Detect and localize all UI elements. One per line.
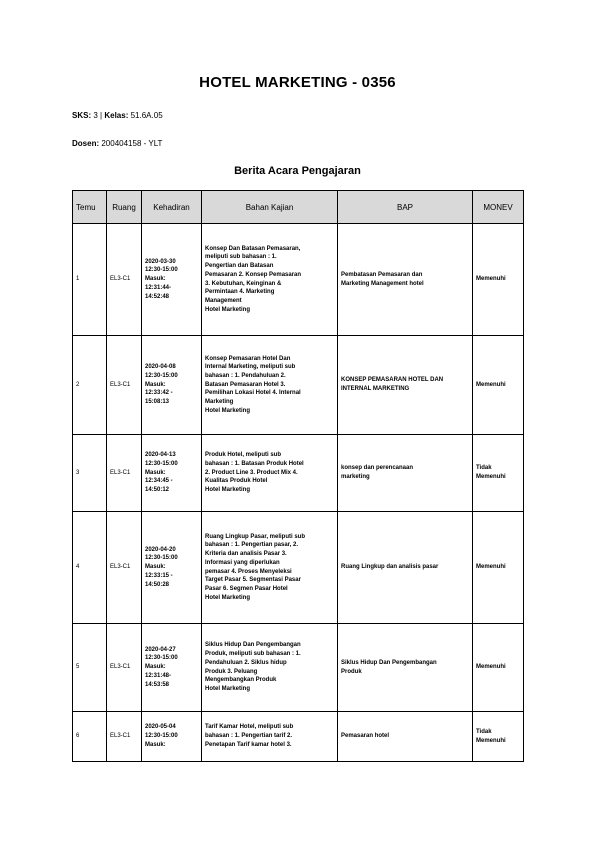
cell-kehadiran-line: 14:52:48 bbox=[145, 293, 170, 300]
cell-ruang: EL3-C1 bbox=[107, 712, 142, 762]
cell-bahan-kajian-line: Pendahuluan 2. Siklus hidup bbox=[205, 659, 287, 666]
cell-bap bbox=[338, 224, 473, 336]
cell-monev-line: Tidak bbox=[476, 465, 492, 472]
cell-kehadiran-line: 12:33:15 - bbox=[145, 572, 173, 579]
header-bahan-kajian: Bahan Kajian bbox=[202, 191, 338, 224]
table-row bbox=[73, 624, 524, 712]
cell-bahan-kajian-line: Mengembangkan Produk bbox=[205, 677, 277, 684]
cell-kehadiran-line: 12:31:44- bbox=[145, 284, 172, 291]
cell-kehadiran bbox=[142, 435, 202, 512]
cell-bahan-kajian-line: Target Pasar 5. Segmentasi Pasar bbox=[205, 577, 301, 584]
cell-monev bbox=[473, 712, 524, 762]
cell-temu: 3 bbox=[73, 435, 107, 512]
cell-bahan-kajian-line: Konsep Pemasaran Hotel Dan bbox=[205, 355, 291, 362]
cell-bahan-kajian-line: Hotel Marketing bbox=[205, 487, 251, 494]
cell-bahan-kajian-line: Pemasaran 2. Konsep Pemasaran bbox=[205, 271, 302, 278]
cell-kehadiran-line: 2020-03-30 bbox=[145, 258, 176, 265]
header-monev: MONEV bbox=[473, 191, 524, 224]
cell-bahan-kajian-line: bahasan : 1. Pendahuluan 2. bbox=[205, 372, 286, 379]
cell-bap-line: marketing bbox=[341, 474, 370, 480]
cell-monev-line: Memenuhi bbox=[476, 737, 506, 744]
cell-bahan-kajian-line: Hotel Marketing bbox=[205, 685, 251, 692]
cell-monev-line: Memenuhi bbox=[476, 664, 506, 671]
cell-ruang: EL3-C1 bbox=[107, 224, 142, 336]
cell-bahan-kajian-line: Produk, meliputi sub bahasan : 1. bbox=[205, 651, 301, 658]
cell-bahan-kajian-line: bahasan : 1. Pengertian tarif 2. bbox=[205, 733, 293, 740]
cell-bahan-kajian bbox=[202, 512, 338, 624]
cell-bahan-kajian-line: 2. Product Line 3. Product Mix 4. bbox=[205, 469, 298, 476]
cell-bahan-kajian bbox=[202, 624, 338, 712]
sks-value: 3 bbox=[93, 111, 98, 120]
kelas-value: 51.6A.05 bbox=[130, 111, 163, 120]
table-row bbox=[73, 336, 524, 435]
cell-ruang: EL3-C1 bbox=[107, 435, 142, 512]
cell-kehadiran-line: 14:50:28 bbox=[145, 581, 170, 588]
cell-bahan-kajian-line: Management bbox=[205, 297, 242, 304]
cell-bap bbox=[338, 512, 473, 624]
cell-monev bbox=[473, 624, 524, 712]
cell-bahan-kajian-line: bahasan : 1. Batasan Produk Hotel bbox=[205, 460, 304, 467]
cell-kehadiran-line: 2020-05-04 bbox=[145, 724, 176, 731]
cell-kehadiran-line: 12:33:42 - bbox=[145, 390, 173, 397]
cell-kehadiran-line: 12:30-15:00 bbox=[145, 267, 178, 274]
cell-kehadiran-line: 12:30-15:00 bbox=[145, 733, 178, 740]
header-kehadiran: Kehadiran bbox=[142, 191, 202, 224]
cell-kehadiran-line: 14:50:12 bbox=[145, 487, 170, 494]
cell-bahan-kajian bbox=[202, 224, 338, 336]
cell-kehadiran bbox=[142, 624, 202, 712]
cell-kehadiran-line: Masuk: bbox=[145, 469, 166, 476]
sks-label: SKS: bbox=[72, 111, 92, 120]
table-row bbox=[73, 512, 524, 624]
cell-bap-line: Siklus Hidup Dan Pengembangan bbox=[341, 659, 437, 666]
cell-bap-line: konsep dan perencanaan bbox=[341, 465, 414, 472]
dosen-label: Dosen: bbox=[72, 139, 100, 148]
cell-bahan-kajian-line: meliputi sub bahasan : 1. bbox=[205, 254, 277, 261]
cell-kehadiran-line: 12:30-15:00 bbox=[145, 372, 178, 379]
cell-bahan-kajian-line: pemasar 4. Proses Menyeleksi bbox=[205, 568, 292, 575]
cell-kehadiran-line: 2020-04-27 bbox=[145, 646, 176, 653]
header-bap: BAP bbox=[338, 191, 473, 224]
cell-bahan-kajian-line: Kualitas Produk Hotel bbox=[205, 478, 268, 485]
cell-kehadiran-line: 12:31:48- bbox=[145, 672, 172, 679]
header-ruang: Ruang bbox=[107, 191, 142, 224]
course-meta-line bbox=[72, 111, 163, 120]
cell-kehadiran-line: 14:53:58 bbox=[145, 681, 170, 688]
cell-temu: 2 bbox=[73, 336, 107, 435]
cell-bahan-kajian-line: 3. Kebutuhan, Keinginan & bbox=[205, 280, 282, 287]
cell-monev-line: Tidak bbox=[476, 728, 492, 735]
cell-bahan-kajian-line: Tarif Kamar Hotel, meliputi sub bbox=[205, 724, 294, 731]
cell-temu: 6 bbox=[73, 712, 107, 762]
cell-bahan-kajian-line: Konsep Dan Batasan Pemasaran, bbox=[205, 245, 301, 252]
cell-bap-line: Marketing Management hotel bbox=[341, 280, 424, 287]
cell-kehadiran-line: 12:30-15:00 bbox=[145, 555, 178, 562]
cell-monev-line: Memenuhi bbox=[476, 474, 506, 480]
cell-bap-line: INTERNAL MARKETING bbox=[341, 386, 410, 392]
cell-bahan-kajian-line: bahasan : 1. Pengertian pasar, 2. bbox=[205, 542, 299, 549]
cell-temu: 1 bbox=[73, 224, 107, 336]
cell-kehadiran-line: Masuk: bbox=[145, 276, 166, 283]
cell-kehadiran-line: 2020-04-20 bbox=[145, 546, 176, 553]
table-row bbox=[73, 435, 524, 512]
cell-bap-line: Produk bbox=[341, 668, 362, 675]
cell-bahan-kajian-line: Produk Hotel, meliputi sub bbox=[205, 452, 282, 459]
cell-bahan-kajian-line: Hotel Marketing bbox=[205, 594, 251, 601]
cell-kehadiran-line: 12:34:45 - bbox=[145, 478, 173, 485]
cell-temu: 5 bbox=[73, 624, 107, 712]
dosen-value: 200404158 - YLT bbox=[101, 139, 163, 148]
cell-ruang: EL3-C1 bbox=[107, 512, 142, 624]
meta-separator: | bbox=[100, 111, 103, 120]
cell-bahan-kajian-line: Marketing bbox=[205, 399, 234, 406]
cell-bap bbox=[338, 435, 473, 512]
cell-bahan-kajian-line: Hotel Marketing bbox=[205, 306, 251, 313]
cell-bahan-kajian-line: Hotel Marketing bbox=[205, 407, 251, 414]
table-header-row bbox=[73, 191, 524, 224]
cell-bahan-kajian-line: Permintaan 4. Marketing bbox=[205, 289, 275, 296]
cell-bap bbox=[338, 712, 473, 762]
teaching-record-table bbox=[72, 190, 524, 762]
cell-bahan-kajian-line: Pasar 6. Segmen Pasar Hotel bbox=[205, 585, 288, 592]
cell-bahan-kajian-line: Batasan Pemasaran Hotel 3. bbox=[205, 381, 286, 388]
cell-monev-line: Memenuhi bbox=[476, 381, 506, 388]
header-temu: Temu bbox=[73, 191, 107, 224]
cell-bap-line: Pemasaran hotel bbox=[341, 733, 390, 740]
cell-bahan-kajian-line: Ruang Lingkup Pasar, meliputi sub bbox=[205, 533, 306, 540]
cell-bahan-kajian-line: Kriteria dan analisis Pasar 3. bbox=[205, 551, 287, 558]
cell-kehadiran-line: Masuk: bbox=[145, 381, 166, 388]
cell-kehadiran-line: 15:08:13 bbox=[145, 399, 170, 406]
cell-bap bbox=[338, 624, 473, 712]
cell-kehadiran-line: Masuk: bbox=[145, 664, 166, 671]
cell-monev bbox=[473, 512, 524, 624]
cell-kehadiran-line: 12:30-15:00 bbox=[145, 655, 178, 662]
cell-bap-line: KONSEP PEMASARAN HOTEL DAN bbox=[341, 377, 444, 384]
cell-kehadiran bbox=[142, 224, 202, 336]
cell-bahan-kajian-line: Pengertian dan Batasan bbox=[205, 263, 274, 270]
cell-monev bbox=[473, 435, 524, 512]
cell-kehadiran bbox=[142, 512, 202, 624]
cell-monev bbox=[473, 224, 524, 336]
cell-bap-line: Ruang Lingkup dan analisis pasar bbox=[341, 564, 439, 571]
cell-ruang: EL3-C1 bbox=[107, 336, 142, 435]
cell-bahan-kajian-line: Internal Marketing, meliputi sub bbox=[205, 364, 296, 371]
cell-bap bbox=[338, 336, 473, 435]
cell-monev bbox=[473, 336, 524, 435]
cell-bahan-kajian-line: Siklus Hidup Dan Pengembangan bbox=[205, 642, 301, 649]
cell-bahan-kajian bbox=[202, 336, 338, 435]
cell-kehadiran bbox=[142, 336, 202, 435]
cell-monev-line: Memenuhi bbox=[476, 564, 506, 571]
cell-ruang: EL3-C1 bbox=[107, 624, 142, 712]
cell-bap-line: Pembatasan Pemasaran dan bbox=[341, 271, 423, 278]
cell-kehadiran-line: Masuk: bbox=[145, 741, 166, 748]
cell-temu: 4 bbox=[73, 512, 107, 624]
cell-bahan-kajian-line: Penetapan Tarif kamar hotel 3. bbox=[205, 741, 292, 748]
cell-monev-line: Memenuhi bbox=[476, 276, 506, 283]
kelas-label: Kelas: bbox=[104, 111, 129, 120]
table-row bbox=[73, 712, 524, 762]
cell-bahan-kajian-line: Informasi yang diperlukan bbox=[205, 559, 280, 566]
cell-bahan-kajian bbox=[202, 435, 338, 512]
section-subtitle: Berita Acara Pengajaran bbox=[234, 165, 361, 177]
document-title: HOTEL MARKETING - 0356 bbox=[199, 74, 396, 91]
table-row bbox=[73, 224, 524, 336]
cell-kehadiran-line: 12:30-15:00 bbox=[145, 460, 178, 467]
cell-kehadiran bbox=[142, 712, 202, 762]
cell-bahan-kajian-line: Produk 3. Peluang bbox=[205, 668, 258, 675]
cell-bahan-kajian bbox=[202, 712, 338, 762]
cell-kehadiran-line: 2020-04-13 bbox=[145, 452, 176, 459]
lecturer-meta-line bbox=[72, 139, 162, 148]
cell-kehadiran-line: 2020-04-08 bbox=[145, 364, 176, 371]
cell-kehadiran-line: Masuk: bbox=[145, 564, 166, 571]
cell-bahan-kajian-line: Pemilihan Lokasi Hotel 4. Internal bbox=[205, 390, 301, 397]
